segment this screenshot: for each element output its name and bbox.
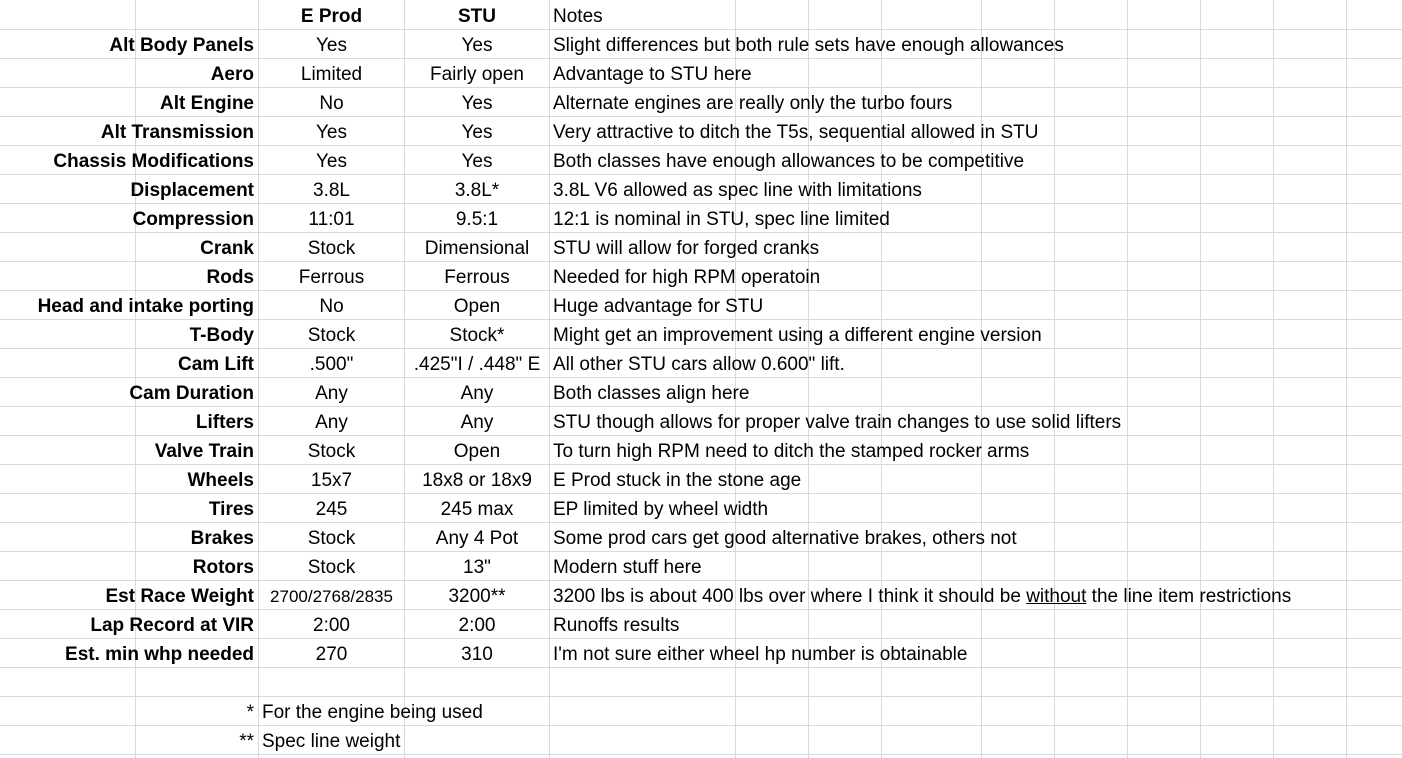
eprod-value[interactable]: 2700/2768/2835	[270, 587, 393, 606]
note-text[interactable]	[553, 582, 1291, 611]
note-text[interactable]: Huge advantage for STU	[553, 296, 764, 317]
gridline-vertical	[549, 0, 550, 758]
note-text[interactable]: Needed for high RPM operatoin	[553, 267, 821, 288]
header-notes[interactable]: Notes	[553, 6, 603, 27]
row-label[interactable]: Crank	[200, 238, 254, 259]
gridline-vertical	[981, 0, 982, 758]
note-text[interactable]: Modern stuff here	[553, 557, 702, 578]
eprod-value[interactable]: No	[319, 93, 344, 114]
gridline-vertical	[1127, 0, 1128, 758]
gridline-horizontal	[0, 696, 1402, 697]
eprod-value[interactable]: .500"	[309, 354, 354, 375]
eprod-value[interactable]: 3.8L	[313, 180, 350, 201]
gridline-vertical	[1054, 0, 1055, 758]
stu-value[interactable]: Yes	[461, 35, 493, 56]
stu-value[interactable]: 310	[461, 644, 493, 665]
row-label[interactable]: Lap Record at VIR	[90, 615, 254, 636]
note-text[interactable]: Advantage to STU here	[553, 64, 752, 85]
stu-value[interactable]: Open	[453, 296, 501, 317]
row-label[interactable]: Head and intake porting	[37, 296, 254, 317]
note-text[interactable]: 3.8L V6 allowed as spec line with limitations	[553, 180, 922, 201]
eprod-value[interactable]: Stock	[307, 325, 356, 346]
note-text[interactable]: Some prod cars get good alternative brakes, others not	[553, 528, 1017, 549]
stu-value[interactable]: Stock*	[449, 325, 505, 346]
stu-value[interactable]: 18x8 or 18x9	[422, 470, 532, 491]
eprod-value[interactable]: 2:00	[313, 615, 350, 636]
eprod-value[interactable]: Stock	[307, 238, 356, 259]
note-text[interactable]: Might get an improvement using a different engine version	[553, 325, 1042, 346]
row-label[interactable]: Valve Train	[154, 441, 254, 462]
eprod-value[interactable]: Stock	[307, 441, 356, 462]
stu-value[interactable]: Yes	[461, 151, 493, 172]
row-label[interactable]: Alt Transmission	[100, 122, 254, 143]
note-text[interactable]: E Prod stuck in the stone age	[553, 470, 802, 491]
note-text[interactable]: Runoffs results	[553, 615, 680, 636]
row-label[interactable]: Est. min whp needed	[65, 644, 254, 665]
eprod-value[interactable]: No	[319, 296, 344, 317]
row-label[interactable]: Est Race Weight	[105, 586, 254, 607]
gridline-vertical	[1200, 0, 1201, 758]
eprod-value[interactable]: 270	[315, 644, 348, 665]
row-label[interactable]: Wheels	[187, 470, 254, 491]
eprod-value[interactable]: Stock	[307, 557, 356, 578]
stu-value[interactable]: 245 max	[440, 499, 514, 520]
note-text[interactable]: STU will allow for forged cranks	[553, 238, 820, 259]
row-label[interactable]: Brakes	[190, 528, 254, 549]
eprod-value[interactable]: Any	[315, 383, 348, 404]
note-text[interactable]: Slight differences but both rule sets have enough allowances	[553, 35, 1064, 56]
footnote-text[interactable]: For the engine being used	[262, 702, 483, 723]
row-label[interactable]: Rotors	[192, 557, 254, 578]
row-label[interactable]: Displacement	[130, 180, 254, 201]
header-eprod[interactable]: E Prod	[300, 6, 363, 27]
eprod-value[interactable]: Yes	[316, 35, 347, 56]
stu-value[interactable]: Any	[460, 383, 494, 404]
eprod-value[interactable]: Any	[315, 412, 348, 433]
note-text[interactable]: To turn high RPM need to ditch the stamped rocker arms	[553, 441, 1030, 462]
gridline-vertical	[1346, 0, 1347, 758]
note-text[interactable]: Both classes have enough allowances to be competitive	[553, 151, 1025, 172]
note-text[interactable]: 12:1 is nominal in STU, spec line limited	[553, 209, 890, 230]
note-text[interactable]: Very attractive to ditch the T5s, sequential allowed in STU	[553, 122, 1039, 143]
note-underlined-word: without	[1026, 586, 1087, 607]
eprod-value[interactable]: 11:01	[308, 209, 355, 230]
note-text[interactable]: All other STU cars allow 0.600" lift.	[553, 354, 845, 375]
eprod-value[interactable]: 15x7	[310, 470, 353, 491]
row-label[interactable]: Cam Lift	[178, 354, 254, 375]
row-label[interactable]: Alt Engine	[160, 93, 254, 114]
stu-value[interactable]: .425"I / .448" E	[413, 354, 541, 375]
stu-value[interactable]: 13"	[463, 557, 491, 578]
header-stu[interactable]: STU	[458, 6, 496, 27]
stu-value[interactable]: Yes	[461, 122, 493, 143]
row-label[interactable]: Tires	[208, 499, 254, 520]
note-text[interactable]: I'm not sure either wheel hp number is obtainable	[553, 644, 968, 665]
eprod-value[interactable]: Yes	[316, 151, 347, 172]
stu-value[interactable]: 3.8L*	[454, 180, 500, 201]
note-text[interactable]: EP limited by wheel width	[553, 499, 769, 520]
row-label[interactable]: Alt Body Panels	[109, 35, 254, 56]
note-text-part: the line item restrictions	[1086, 586, 1292, 607]
eprod-value[interactable]: Ferrous	[298, 267, 365, 288]
stu-value[interactable]: 2:00	[458, 615, 496, 636]
stu-value[interactable]: Yes	[461, 93, 493, 114]
stu-value[interactable]: Any 4 Pot	[435, 528, 519, 549]
row-label[interactable]: T-Body	[189, 325, 254, 346]
note-text-part: 3200 lbs is about 400 lbs over where I think it should be	[553, 586, 1027, 607]
eprod-value[interactable]: Limited	[300, 64, 363, 85]
row-label[interactable]: Cam Duration	[129, 383, 254, 404]
gridline-vertical	[1273, 0, 1274, 758]
eprod-value[interactable]: Yes	[316, 122, 347, 143]
row-label[interactable]: Aero	[210, 64, 254, 85]
stu-value[interactable]: Fairly open	[430, 64, 524, 85]
row-label[interactable]: Rods	[206, 267, 254, 288]
stu-value[interactable]: 3200**	[448, 586, 506, 607]
stu-value[interactable]: 9.5:1	[455, 209, 499, 230]
gridline-horizontal	[0, 29, 1402, 30]
stu-value[interactable]: Open	[453, 441, 501, 462]
row-label[interactable]: Chassis Modifications	[53, 151, 254, 172]
note-text[interactable]: Alternate engines are really only the turbo fours	[553, 93, 953, 114]
eprod-value[interactable]: Stock	[307, 528, 356, 549]
eprod-value[interactable]: 245	[315, 499, 348, 520]
row-label[interactable]: Lifters	[195, 412, 254, 433]
row-label[interactable]: Compression	[132, 209, 254, 230]
stu-value[interactable]: Any	[460, 412, 494, 433]
note-text[interactable]: Both classes align here	[553, 383, 750, 404]
stu-value[interactable]: Dimensional	[424, 238, 530, 259]
note-text[interactable]: STU though allows for proper valve train changes to use solid lifters	[553, 412, 1122, 433]
footnote-mark[interactable]: *	[246, 702, 254, 723]
footnote-mark[interactable]: **	[239, 731, 254, 752]
stu-value[interactable]: Ferrous	[444, 267, 510, 288]
footnote-text[interactable]: Spec line weight	[262, 731, 401, 752]
